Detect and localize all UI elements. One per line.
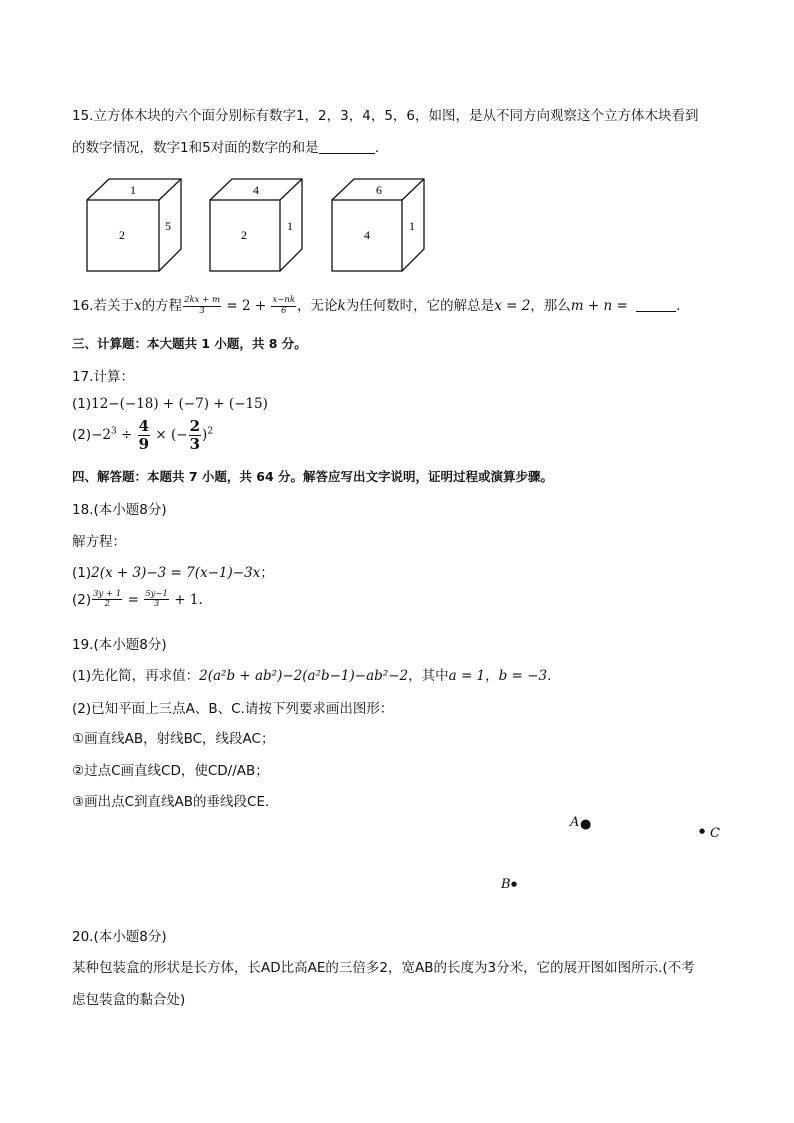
- q17-f2-num: 2: [189, 417, 201, 435]
- q18-f1-num: 3y + 1: [93, 589, 122, 599]
- q17-p2-base: −2: [91, 427, 112, 443]
- cube-3-front: 4: [364, 228, 370, 242]
- q17-p2-label: (2): [72, 427, 92, 443]
- cube-figures: [70, 175, 450, 275]
- q17-part1: [72, 396, 268, 412]
- q17-p2-close: ): [202, 427, 208, 443]
- q16-prefix: 16.若关于: [72, 298, 134, 314]
- q20-line1: 某种包装盒的形状是长方体，长AD比高AE的三倍多2，宽AB的长度为3分米，它的展开图如图所示.(不考: [72, 960, 695, 976]
- q17-p1-label: (1): [72, 396, 92, 412]
- q19-p1-a: a = 1: [448, 668, 486, 684]
- cube-1-side: 5: [165, 219, 171, 233]
- point-a-label: A: [570, 815, 580, 830]
- q18-p2-end: + 1.: [169, 591, 203, 608]
- q16-k: k: [337, 298, 346, 314]
- q16-line: [72, 294, 680, 316]
- q17-fraction-2: [189, 418, 201, 452]
- q16-solution: x = 2: [494, 298, 531, 314]
- q17-f1-num: 4: [138, 417, 150, 435]
- q19-p1-b: b = −3: [498, 668, 548, 684]
- q19-p1-expression: 2(a²b + ab²)−2(a²b−1)−ab²−2: [199, 668, 409, 684]
- q17-p1-expression: 12−(−18) + (−7) + (−15): [91, 396, 268, 412]
- q19-p1-sep: ，: [485, 668, 499, 684]
- q18-f1-den: 2: [104, 599, 110, 610]
- q17-part2: [72, 418, 213, 452]
- q15-line2: [72, 136, 379, 156]
- q18-part1: [72, 561, 274, 581]
- q15-answer-blank: [319, 153, 375, 154]
- q17-p2-div: ÷: [116, 427, 137, 443]
- q16-frac2-den: 6: [281, 305, 287, 316]
- q18-fraction-1: [92, 590, 122, 610]
- q18-title: 18.(本小题8分): [72, 502, 167, 518]
- section-3-heading: 三、计算题：本大题共 1 小题，共 8 分。: [72, 336, 307, 351]
- point-c-label: C: [710, 826, 720, 841]
- q16-mid2: ，无论: [297, 298, 338, 314]
- q19-title: 19.(本小题8分): [72, 637, 167, 653]
- q19-p1-end: .: [547, 668, 552, 684]
- q17-f1-den: 9: [138, 434, 150, 453]
- cube-3-top: 6: [376, 183, 382, 197]
- q19-p1-mid: ，其中: [408, 668, 449, 684]
- q16-x: x: [133, 298, 142, 314]
- q17-p2-exp: 2: [207, 426, 214, 437]
- q16-mid3: 为任何数时，它的解总是: [345, 298, 495, 314]
- q19-part1: [72, 664, 551, 684]
- q16-fraction-2: [271, 296, 296, 316]
- q15-end: .: [374, 140, 379, 156]
- q16-fraction-1: [183, 296, 221, 316]
- q17-fraction-1: [138, 418, 150, 452]
- q19-step1: ①画直线AB，射线BC，线段AC；: [72, 731, 275, 747]
- cube-3-side: 1: [409, 219, 415, 233]
- q18-p2-eq: =: [123, 591, 144, 608]
- q16-eq: = 2 +: [222, 298, 271, 314]
- q18-p1-label: (1): [72, 565, 92, 581]
- q17-title: 17.计算：: [72, 369, 134, 385]
- q16-end: .: [676, 298, 681, 314]
- cube-1-front: 2: [119, 228, 125, 242]
- cube-2-front: 2: [241, 228, 247, 242]
- point-a-dot: ●: [580, 817, 592, 832]
- point-c-dot: ●: [699, 827, 706, 835]
- q16-answer-blank: [636, 311, 676, 312]
- q18-p1-expression: 2(x + 3)−3 = 7(x−1)−3x: [91, 565, 261, 581]
- q19-step3: ③画出点C到直线AB的垂线段CE.: [72, 794, 270, 810]
- q17-f2-den: 3: [189, 434, 201, 453]
- q19-p1-text: (1)先化简，再求值：: [72, 668, 200, 684]
- q16-frac1-num: 2kx + m: [184, 295, 221, 306]
- q16-expression: m + n =: [570, 298, 633, 314]
- section-4-heading: 四、解答题：本题共 7 小题，共 64 分。解答应写出文字说明，证明过程或演算步骤。: [72, 469, 554, 484]
- q16-mid1: 的方程: [141, 298, 183, 314]
- q18-p1-end: ；: [260, 565, 274, 581]
- cube-1-top: 1: [130, 183, 136, 197]
- q18-p2-label: (2): [72, 591, 92, 608]
- point-b-label: B: [501, 877, 511, 892]
- q20-line2: 虑包装盒的黏合处): [72, 992, 186, 1008]
- q18-subtitle: 解方程：: [72, 534, 126, 550]
- q19-part2: (2)已知平面上三点A、B、C.请按下列要求画出图形：: [72, 701, 394, 717]
- q16-mid4: ，那么: [530, 298, 571, 314]
- cube-2-side: 1: [287, 219, 293, 233]
- q18-f2-den: 3: [153, 599, 160, 610]
- q20-title: 20.(本小题8分): [72, 929, 167, 945]
- q18-fraction-2: [144, 590, 169, 610]
- q17-p2-base-exp: 3: [111, 426, 117, 437]
- q16-frac2-num: x−nk: [272, 295, 295, 306]
- q16-frac1-den: 3: [199, 305, 205, 316]
- q19-step2: ②过点C画直线CD，使CD//AB；: [72, 763, 269, 779]
- point-b-dot: ●: [511, 880, 518, 888]
- q18-part2: [72, 590, 203, 610]
- q17-p2-mul: × (−: [151, 427, 188, 443]
- q15-line1: 15.立方体木块的六个面分别标有数字1，2，3，4，5，6，如图，是从不同方向观察这个立方体木块看到: [72, 108, 699, 124]
- q18-f2-num: 5y−1: [145, 589, 168, 599]
- cube-2-top: 4: [253, 183, 259, 197]
- q15-text: 的数字情况，数字1和5对面的数字的和是: [72, 140, 319, 156]
